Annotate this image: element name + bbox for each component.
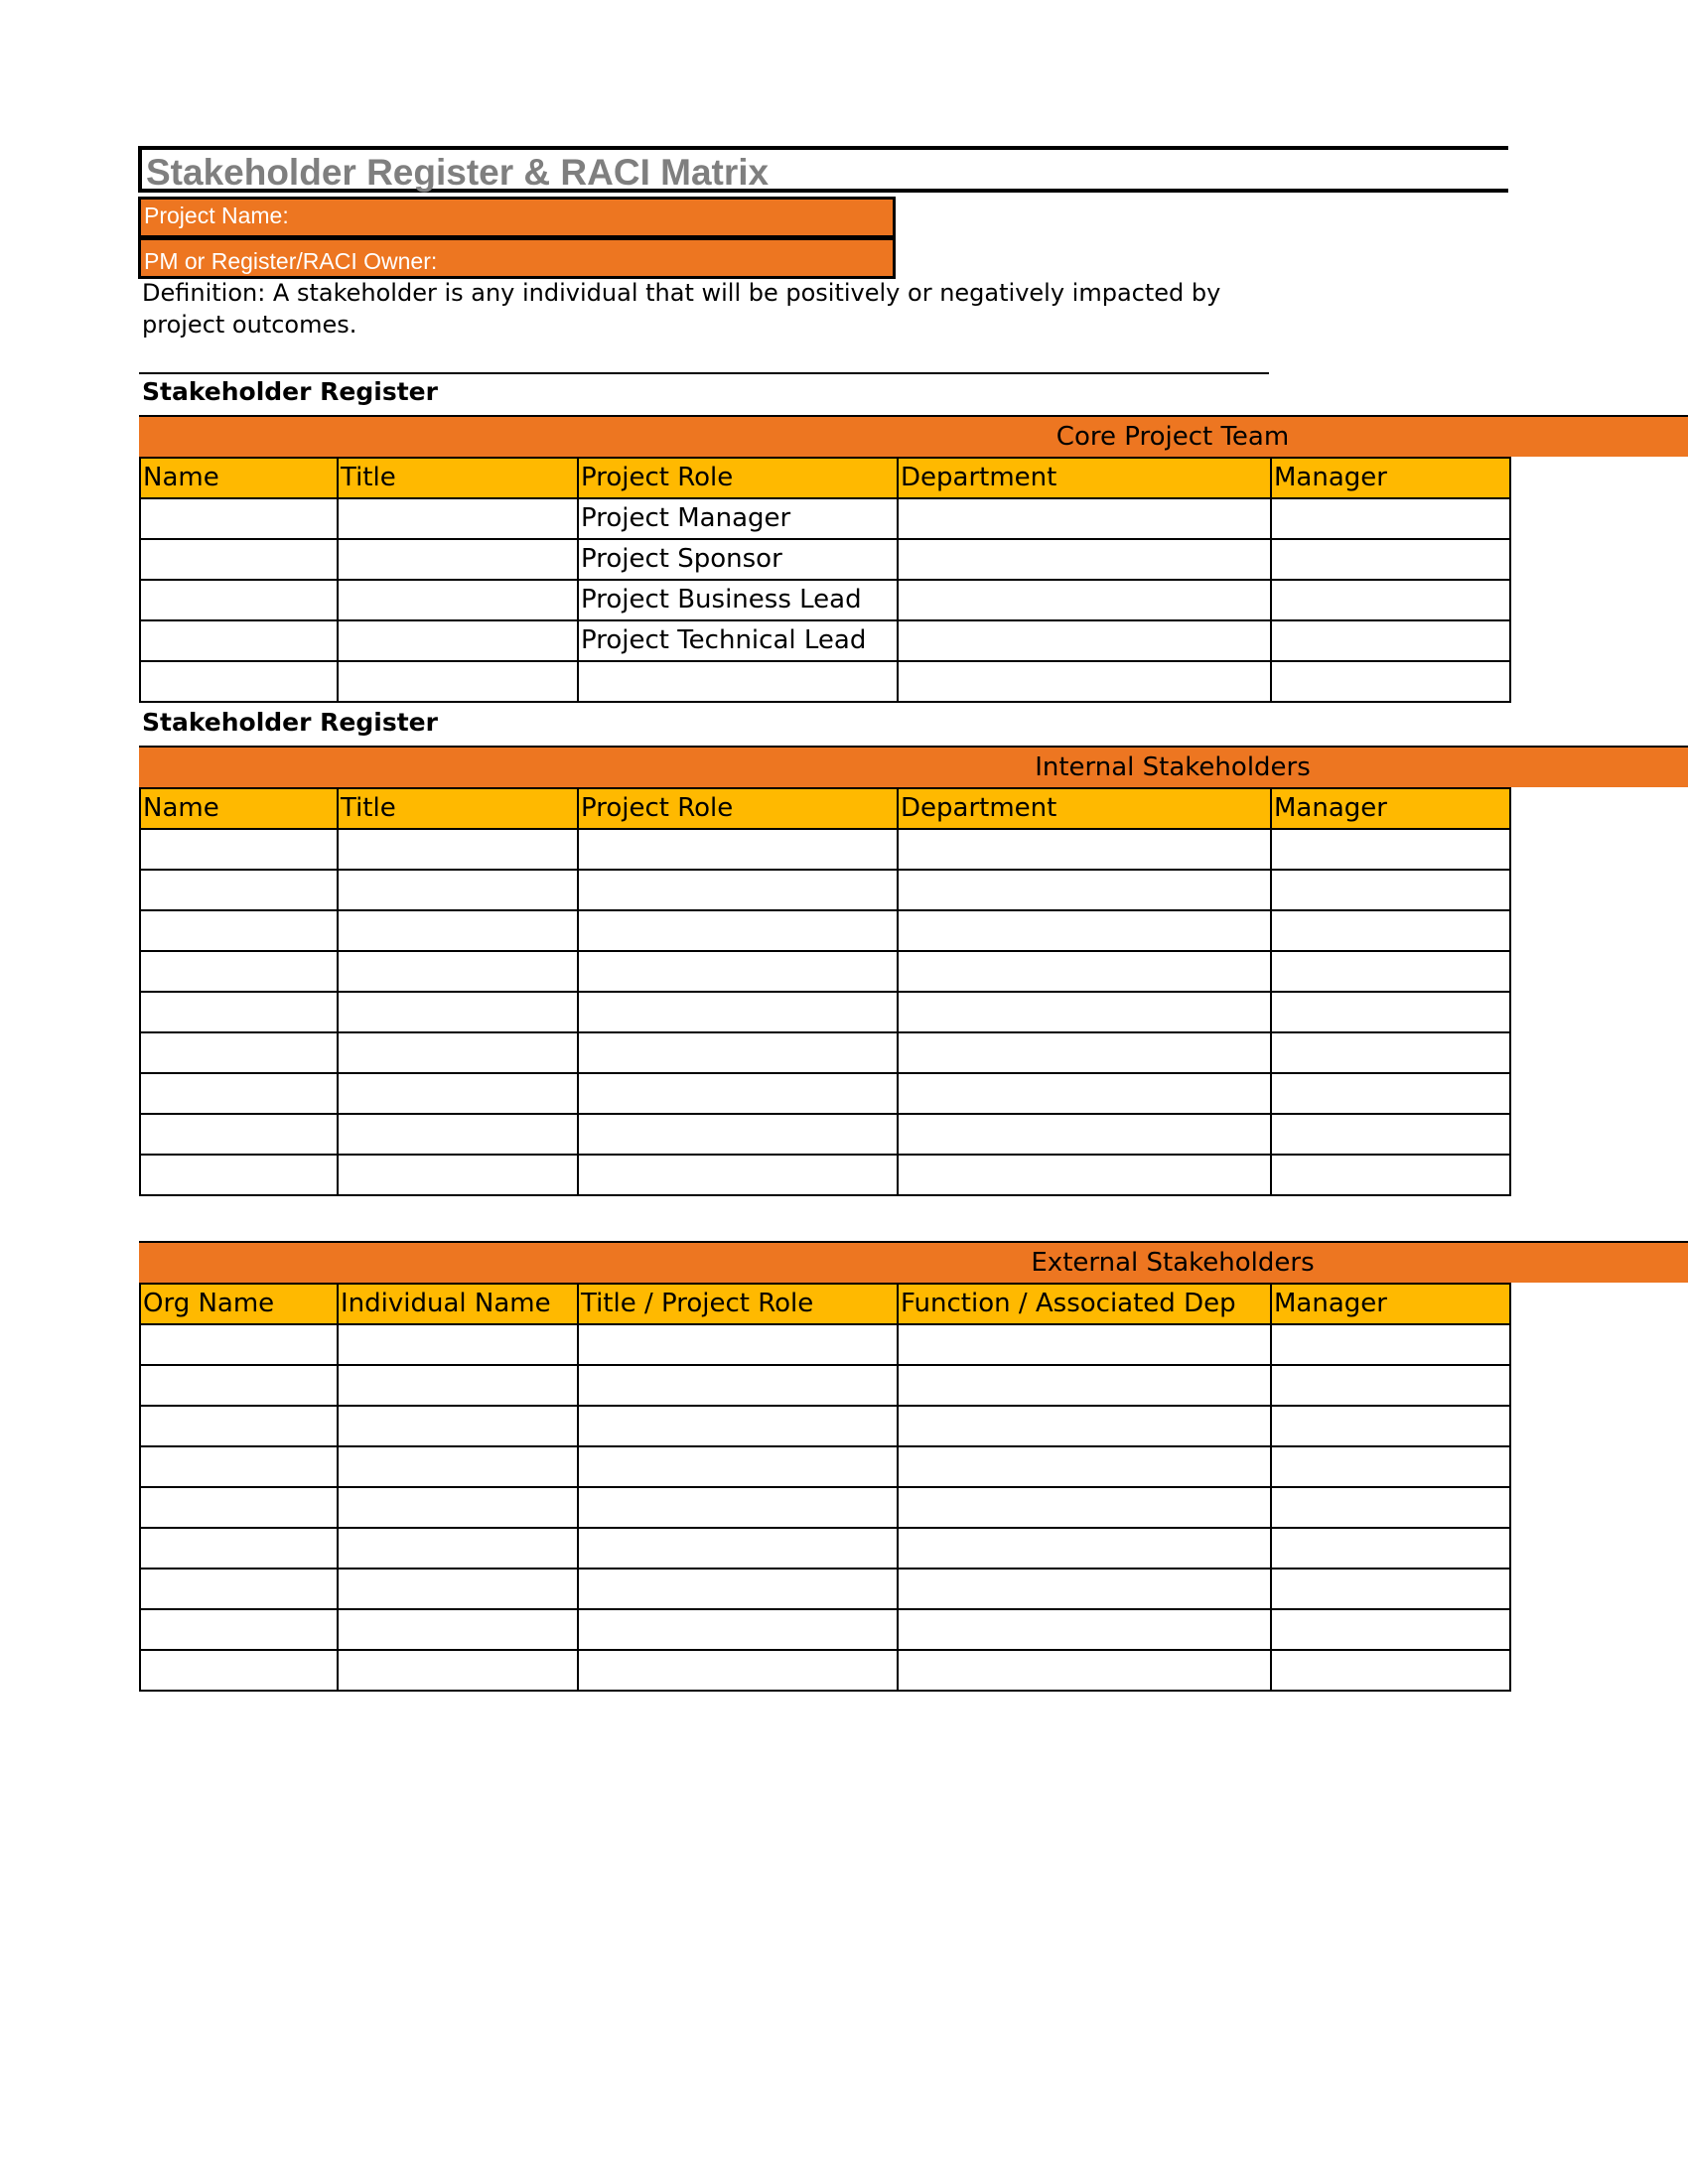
table-cell[interactable]: [1271, 992, 1510, 1032]
table-cell[interactable]: [338, 1609, 578, 1650]
table-cell[interactable]: [898, 1650, 1271, 1691]
external-band-title: External Stakeholders: [1031, 1248, 1315, 1278]
table-cell[interactable]: [578, 1446, 898, 1487]
table-row: [140, 829, 1510, 870]
table-cell[interactable]: [1271, 1569, 1510, 1609]
core-team-band-title: Core Project Team: [1055, 422, 1290, 452]
table-row: [140, 1487, 1510, 1528]
column-header: Title / Project Role: [578, 1284, 898, 1324]
table-cell[interactable]: [898, 910, 1271, 951]
table-cell[interactable]: [338, 1569, 578, 1609]
external-stakeholders-table: [139, 1283, 1511, 1692]
table-cell[interactable]: [898, 1609, 1271, 1650]
table-cell[interactable]: [898, 1032, 1271, 1073]
table-cell[interactable]: [1271, 1073, 1510, 1114]
table-cell[interactable]: [140, 1528, 338, 1569]
page-title: Stakeholder Register & RACI Matrix: [146, 152, 770, 193]
column-header: Project Role: [578, 788, 898, 829]
table-cell[interactable]: [898, 951, 1271, 992]
column-header: Manager: [1271, 788, 1510, 829]
table-row: [140, 1609, 1510, 1650]
table-cell[interactable]: [578, 1650, 898, 1691]
table-row: [140, 870, 1510, 910]
table-cell[interactable]: [140, 1324, 338, 1365]
table-row: [140, 951, 1510, 992]
table-cell[interactable]: [140, 1032, 338, 1073]
table-cell[interactable]: [898, 829, 1271, 870]
table-cell[interactable]: [338, 580, 578, 620]
table-cell[interactable]: [338, 1032, 578, 1073]
table-cell[interactable]: [1271, 1446, 1510, 1487]
table-cell[interactable]: [578, 1155, 898, 1195]
internal-band-title: Internal Stakeholders: [1035, 752, 1311, 782]
table-row: [140, 498, 1510, 539]
table-row: [140, 1528, 1510, 1569]
table-cell[interactable]: [898, 870, 1271, 910]
table-cell[interactable]: [140, 829, 338, 870]
table-row: [140, 1032, 1510, 1073]
project-name-field[interactable]: [138, 197, 896, 238]
table-cell[interactable]: [1271, 1650, 1510, 1691]
project-name-label: Project Name:: [144, 203, 289, 228]
table-cell[interactable]: Project Sponsor: [578, 539, 898, 580]
table-cell[interactable]: [338, 870, 578, 910]
column-header-row: [140, 458, 1510, 498]
table-cell[interactable]: [898, 1446, 1271, 1487]
table-cell[interactable]: [140, 498, 338, 539]
column-header: Name: [140, 788, 338, 829]
table-cell[interactable]: [140, 992, 338, 1032]
table-cell[interactable]: [140, 870, 338, 910]
table-cell[interactable]: [898, 1365, 1271, 1406]
table-cell[interactable]: [898, 1569, 1271, 1609]
table-cell[interactable]: [578, 1528, 898, 1569]
column-header-row: [140, 1284, 1510, 1324]
definition-text: Definition: A stakeholder is any individual that will be positively or negatively impacted by project outcomes.: [142, 279, 1221, 339]
table-cell[interactable]: [578, 1406, 898, 1446]
table-cell[interactable]: [140, 1609, 338, 1650]
table-cell[interactable]: [1271, 1487, 1510, 1528]
table-cell[interactable]: [338, 1114, 578, 1155]
table-cell[interactable]: [1271, 1528, 1510, 1569]
table-row: [140, 1446, 1510, 1487]
table-cell[interactable]: [898, 1324, 1271, 1365]
core-team-band: [139, 415, 1688, 457]
table-row: [140, 1114, 1510, 1155]
table-row: [140, 539, 1510, 580]
table-cell[interactable]: [1271, 829, 1510, 870]
internal-band: [139, 746, 1688, 787]
table-cell[interactable]: [578, 1073, 898, 1114]
table-cell[interactable]: [338, 1073, 578, 1114]
table-cell[interactable]: [140, 1114, 338, 1155]
table-cell[interactable]: [338, 1324, 578, 1365]
table-cell[interactable]: [140, 1406, 338, 1446]
table-cell[interactable]: [898, 620, 1271, 661]
table-cell[interactable]: [578, 829, 898, 870]
table-cell[interactable]: Project Manager: [578, 498, 898, 539]
table-cell[interactable]: [338, 992, 578, 1032]
table-cell[interactable]: [338, 1487, 578, 1528]
column-header: Individual Name: [338, 1284, 578, 1324]
table-cell[interactable]: [338, 1528, 578, 1569]
table-row: [140, 1406, 1510, 1446]
table-row: [140, 661, 1510, 702]
table-cell[interactable]: [338, 1446, 578, 1487]
column-header: Title: [338, 458, 578, 498]
table-cell[interactable]: [898, 539, 1271, 580]
table-cell[interactable]: [140, 1446, 338, 1487]
column-header: Title: [338, 788, 578, 829]
table-cell[interactable]: [140, 1073, 338, 1114]
table-cell[interactable]: [578, 951, 898, 992]
table-cell[interactable]: [140, 539, 338, 580]
table-row: [140, 1365, 1510, 1406]
table-cell[interactable]: [898, 580, 1271, 620]
table-row: [140, 1324, 1510, 1365]
owner-label: PM or Register/RACI Owner:: [144, 248, 438, 274]
table-cell[interactable]: [578, 1569, 898, 1609]
internal-stakeholders-table: [139, 787, 1511, 1196]
table-cell[interactable]: [338, 1406, 578, 1446]
table-cell[interactable]: [898, 992, 1271, 1032]
table-row: [140, 910, 1510, 951]
table-cell[interactable]: [140, 1487, 338, 1528]
column-header: Department: [898, 458, 1271, 498]
table-cell[interactable]: [1271, 498, 1510, 539]
table-cell[interactable]: [898, 498, 1271, 539]
table-cell[interactable]: [898, 1487, 1271, 1528]
table-cell[interactable]: [898, 1155, 1271, 1195]
external-band: [139, 1241, 1688, 1283]
table-cell[interactable]: [898, 1114, 1271, 1155]
table-cell[interactable]: [1271, 580, 1510, 620]
table-cell[interactable]: [140, 661, 338, 702]
table-cell[interactable]: Project Technical Lead: [578, 620, 898, 661]
table-cell[interactable]: [1271, 1155, 1510, 1195]
column-header: Name: [140, 458, 338, 498]
table-cell[interactable]: [140, 1365, 338, 1406]
column-header: Manager: [1271, 458, 1510, 498]
table-cell[interactable]: [1271, 1032, 1510, 1073]
column-header: Project Role: [578, 458, 898, 498]
table-cell[interactable]: [578, 1487, 898, 1528]
table-cell[interactable]: [898, 1528, 1271, 1569]
table-row: [140, 1155, 1510, 1195]
table-cell[interactable]: [140, 1650, 338, 1691]
table-cell[interactable]: [1271, 951, 1510, 992]
owner-field[interactable]: [138, 237, 896, 279]
table-row: [140, 992, 1510, 1032]
table-cell[interactable]: [898, 1073, 1271, 1114]
table-cell[interactable]: [140, 951, 338, 992]
divider-line: [139, 372, 1269, 374]
column-header: Manager: [1271, 1284, 1510, 1324]
table-cell[interactable]: [338, 539, 578, 580]
table-row: [140, 620, 1510, 661]
table-cell[interactable]: [1271, 870, 1510, 910]
table-row: [140, 1569, 1510, 1609]
core-section-label: Stakeholder Register: [142, 377, 438, 406]
title-bar: [138, 146, 1508, 193]
internal-section-label: Stakeholder Register: [142, 708, 438, 737]
table-cell[interactable]: [338, 1155, 578, 1195]
column-header: Function / Associated Dep: [898, 1284, 1271, 1324]
table-cell[interactable]: [338, 620, 578, 661]
column-header-row: [140, 788, 1510, 829]
table-cell[interactable]: [338, 498, 578, 539]
table-cell[interactable]: [578, 910, 898, 951]
table-cell[interactable]: [140, 1155, 338, 1195]
table-cell[interactable]: [578, 1609, 898, 1650]
table-cell[interactable]: [898, 661, 1271, 702]
table-cell[interactable]: [1271, 539, 1510, 580]
table-cell[interactable]: [338, 829, 578, 870]
table-row: [140, 1650, 1510, 1691]
column-header: Department: [898, 788, 1271, 829]
table-cell[interactable]: [1271, 1324, 1510, 1365]
table-cell[interactable]: [578, 870, 898, 910]
table-cell[interactable]: [140, 580, 338, 620]
table-cell[interactable]: [578, 1114, 898, 1155]
table-row: [140, 580, 1510, 620]
table-cell[interactable]: [140, 910, 338, 951]
table-cell[interactable]: [578, 1032, 898, 1073]
table-cell[interactable]: [1271, 1609, 1510, 1650]
table-cell[interactable]: [898, 1406, 1271, 1446]
column-header: Org Name: [140, 1284, 338, 1324]
table-cell[interactable]: [1271, 620, 1510, 661]
table-cell[interactable]: [338, 1650, 578, 1691]
table-cell[interactable]: Project Business Lead: [578, 580, 898, 620]
table-cell[interactable]: [1271, 1365, 1510, 1406]
table-cell[interactable]: [578, 1365, 898, 1406]
table-cell[interactable]: [338, 1365, 578, 1406]
table-cell[interactable]: [140, 620, 338, 661]
table-cell[interactable]: [1271, 1406, 1510, 1446]
table-cell[interactable]: [578, 992, 898, 1032]
table-cell[interactable]: [578, 661, 898, 702]
table-cell[interactable]: [1271, 1114, 1510, 1155]
table-cell[interactable]: [1271, 910, 1510, 951]
table-cell[interactable]: [1271, 661, 1510, 702]
core-team-table: [139, 457, 1511, 703]
table-cell[interactable]: [338, 951, 578, 992]
table-cell[interactable]: [338, 910, 578, 951]
table-cell[interactable]: [578, 1324, 898, 1365]
table-row: [140, 1073, 1510, 1114]
table-cell[interactable]: [338, 661, 578, 702]
table-cell[interactable]: [140, 1569, 338, 1609]
